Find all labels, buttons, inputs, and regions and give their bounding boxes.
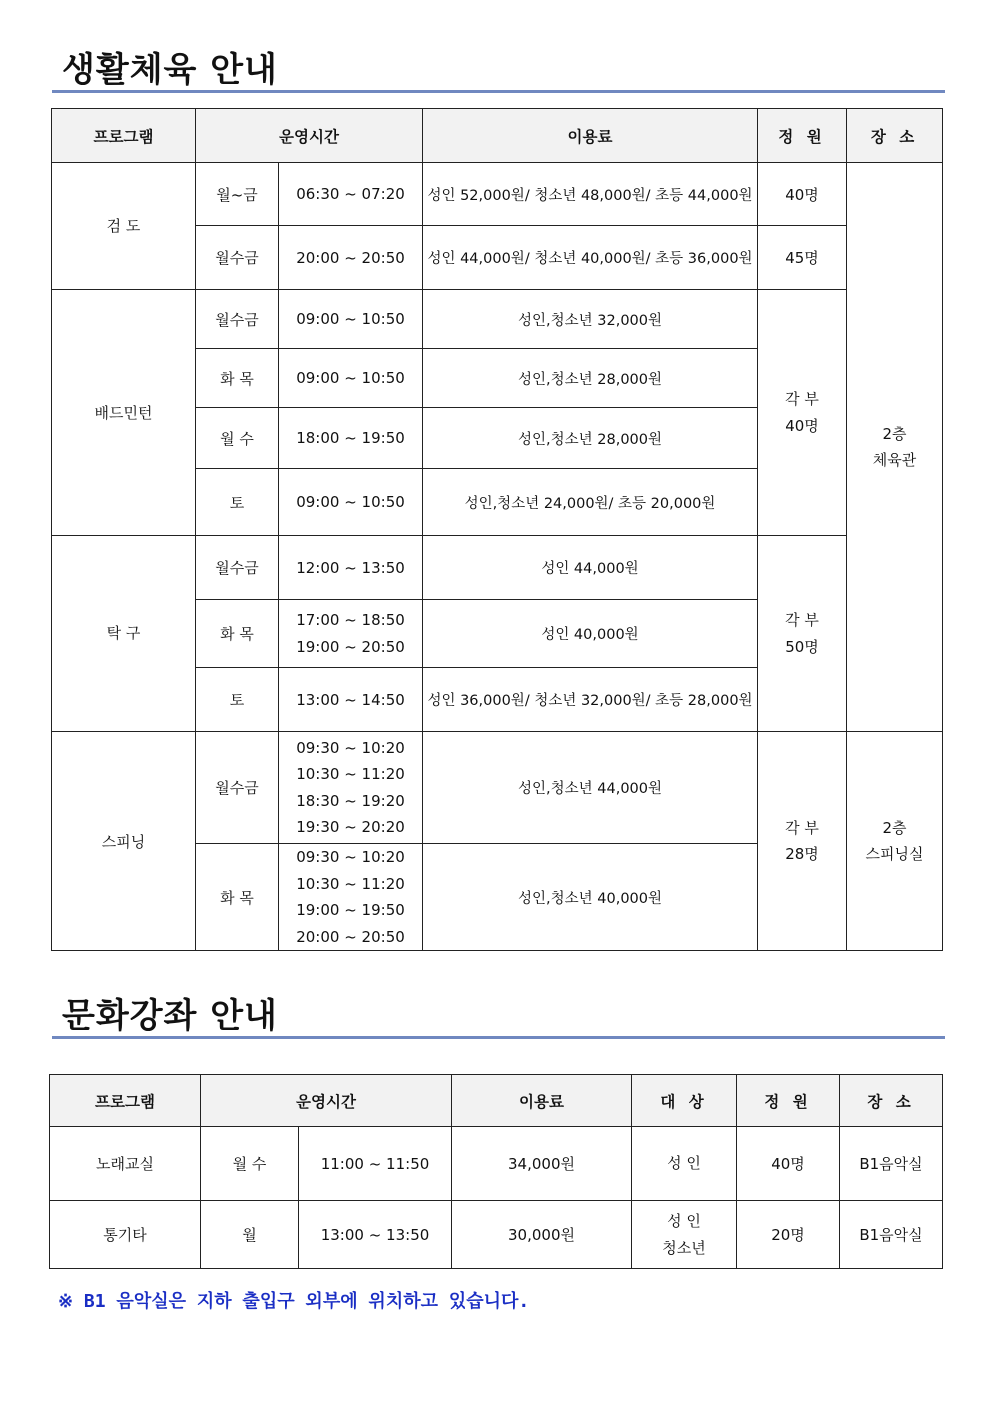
- time-cell: 09:30 ~ 10:20 10:30 ~ 11:20 18:30 ~ 19:20 19:30 ~ 20:20: [279, 732, 423, 844]
- time-cell: 09:00 ~ 10:50: [279, 290, 423, 349]
- fee-cell: 성인,청소년 24,000원/ 초등 20,000원: [423, 469, 758, 536]
- target-cell: 성 인: [632, 1127, 737, 1201]
- header-program: 프로그램: [52, 109, 196, 163]
- time-cell: 18:00 ~ 19:50: [279, 408, 423, 469]
- sports-title-rule: [52, 90, 945, 93]
- program-cell: 노래교실: [50, 1127, 201, 1201]
- header-time: 운영시간: [196, 109, 423, 163]
- fee-cell: 성인,청소년 44,000원: [423, 732, 758, 844]
- time-cell: 13:00 ~ 13:50: [299, 1201, 452, 1269]
- program-badminton: 배드민턴: [52, 290, 196, 536]
- table-row: [52, 163, 943, 226]
- day-cell: 토: [196, 668, 279, 732]
- day-cell: 화 목: [196, 600, 279, 668]
- header-place: 장 소: [840, 1075, 943, 1127]
- time-cell: 09:00 ~ 10:50: [279, 469, 423, 536]
- time-cell: 13:00 ~ 14:50: [279, 668, 423, 732]
- table-row: [50, 1127, 943, 1201]
- capacity-cell: 40명: [737, 1127, 840, 1201]
- place-spinning: 2층 스피닝실: [847, 732, 943, 951]
- capacity-badminton: 각 부 40명: [758, 290, 847, 536]
- time-cell: 09:30 ~ 10:20 10:30 ~ 11:20 19:00 ~ 19:50 20:00 ~ 20:50: [279, 844, 423, 951]
- program-kendo: 검 도: [52, 163, 196, 290]
- day-cell: 화 목: [196, 844, 279, 951]
- capacity-cell: 20명: [737, 1201, 840, 1269]
- fee-cell: 성인,청소년 32,000원: [423, 290, 758, 349]
- program-spinning: 스피닝: [52, 732, 196, 951]
- header-program: 프로그램: [50, 1075, 201, 1127]
- culture-section-title: 문화강좌 안내: [62, 996, 278, 1036]
- header-capacity: 정 원: [758, 109, 847, 163]
- music-room-note: ※ B1 음악실은 지하 출입구 외부에 위치하고 있습니다.: [58, 1291, 530, 1312]
- capacity-pingpong: 각 부 50명: [758, 536, 847, 732]
- time-cell: 20:00 ~ 20:50: [279, 226, 423, 290]
- fee-cell: 성인,청소년 40,000원: [423, 844, 758, 951]
- time-cell: 11:00 ~ 11:50: [299, 1127, 452, 1201]
- program-pingpong: 탁 구: [52, 536, 196, 732]
- header-place: 장 소: [847, 109, 943, 163]
- day-cell: 월 수: [201, 1127, 299, 1201]
- time-cell: 12:00 ~ 13:50: [279, 536, 423, 600]
- table-row: [52, 536, 943, 600]
- table-row: [50, 1201, 943, 1269]
- fee-cell: 34,000원: [452, 1127, 632, 1201]
- capacity-cell: 40명: [758, 163, 847, 226]
- place-cell: B1음악실: [840, 1201, 943, 1269]
- header-capacity: 정 원: [737, 1075, 840, 1127]
- capacity-cell: 45명: [758, 226, 847, 290]
- time-cell: 06:30 ~ 07:20: [279, 163, 423, 226]
- sports-schedule-table: [51, 108, 943, 951]
- fee-cell: 성인,청소년 28,000원: [423, 349, 758, 408]
- time-cell: 17:00 ~ 18:50 19:00 ~ 20:50: [279, 600, 423, 668]
- day-cell: 월~금: [196, 163, 279, 226]
- culture-schedule-table: [49, 1074, 943, 1269]
- day-cell: 월수금: [196, 732, 279, 844]
- day-cell: 월수금: [196, 290, 279, 349]
- fee-cell: 성인 44,000원: [423, 536, 758, 600]
- fee-cell: 성인 40,000원: [423, 600, 758, 668]
- capacity-spinning: 각 부 28명: [758, 732, 847, 951]
- sports-header-row: [52, 109, 943, 163]
- day-cell: 토: [196, 469, 279, 536]
- target-cell: 성 인 청소년: [632, 1201, 737, 1269]
- sports-section-title: 생활체육 안내: [62, 50, 278, 90]
- header-fee: 이용료: [452, 1075, 632, 1127]
- fee-cell: 성인 52,000원/ 청소년 48,000원/ 초등 44,000원: [423, 163, 758, 226]
- day-cell: 월수금: [196, 536, 279, 600]
- fee-cell: 성인,청소년 28,000원: [423, 408, 758, 469]
- header-target: 대 상: [632, 1075, 737, 1127]
- place-cell: B1음악실: [840, 1127, 943, 1201]
- header-time: 운영시간: [201, 1075, 452, 1127]
- culture-header-row: [50, 1075, 943, 1127]
- program-cell: 통기타: [50, 1201, 201, 1269]
- day-cell: 월수금: [196, 226, 279, 290]
- culture-title-rule: [52, 1036, 945, 1039]
- day-cell: 화 목: [196, 349, 279, 408]
- place-gym: 2층 체육관: [847, 163, 943, 732]
- fee-cell: 30,000원: [452, 1201, 632, 1269]
- fee-cell: 성인 44,000원/ 청소년 40,000원/ 초등 36,000원: [423, 226, 758, 290]
- time-cell: 09:00 ~ 10:50: [279, 349, 423, 408]
- table-row: [52, 290, 943, 349]
- header-fee: 이용료: [423, 109, 758, 163]
- day-cell: 월 수: [196, 408, 279, 469]
- day-cell: 월: [201, 1201, 299, 1269]
- fee-cell: 성인 36,000원/ 청소년 32,000원/ 초등 28,000원: [423, 668, 758, 732]
- table-row: [52, 732, 943, 844]
